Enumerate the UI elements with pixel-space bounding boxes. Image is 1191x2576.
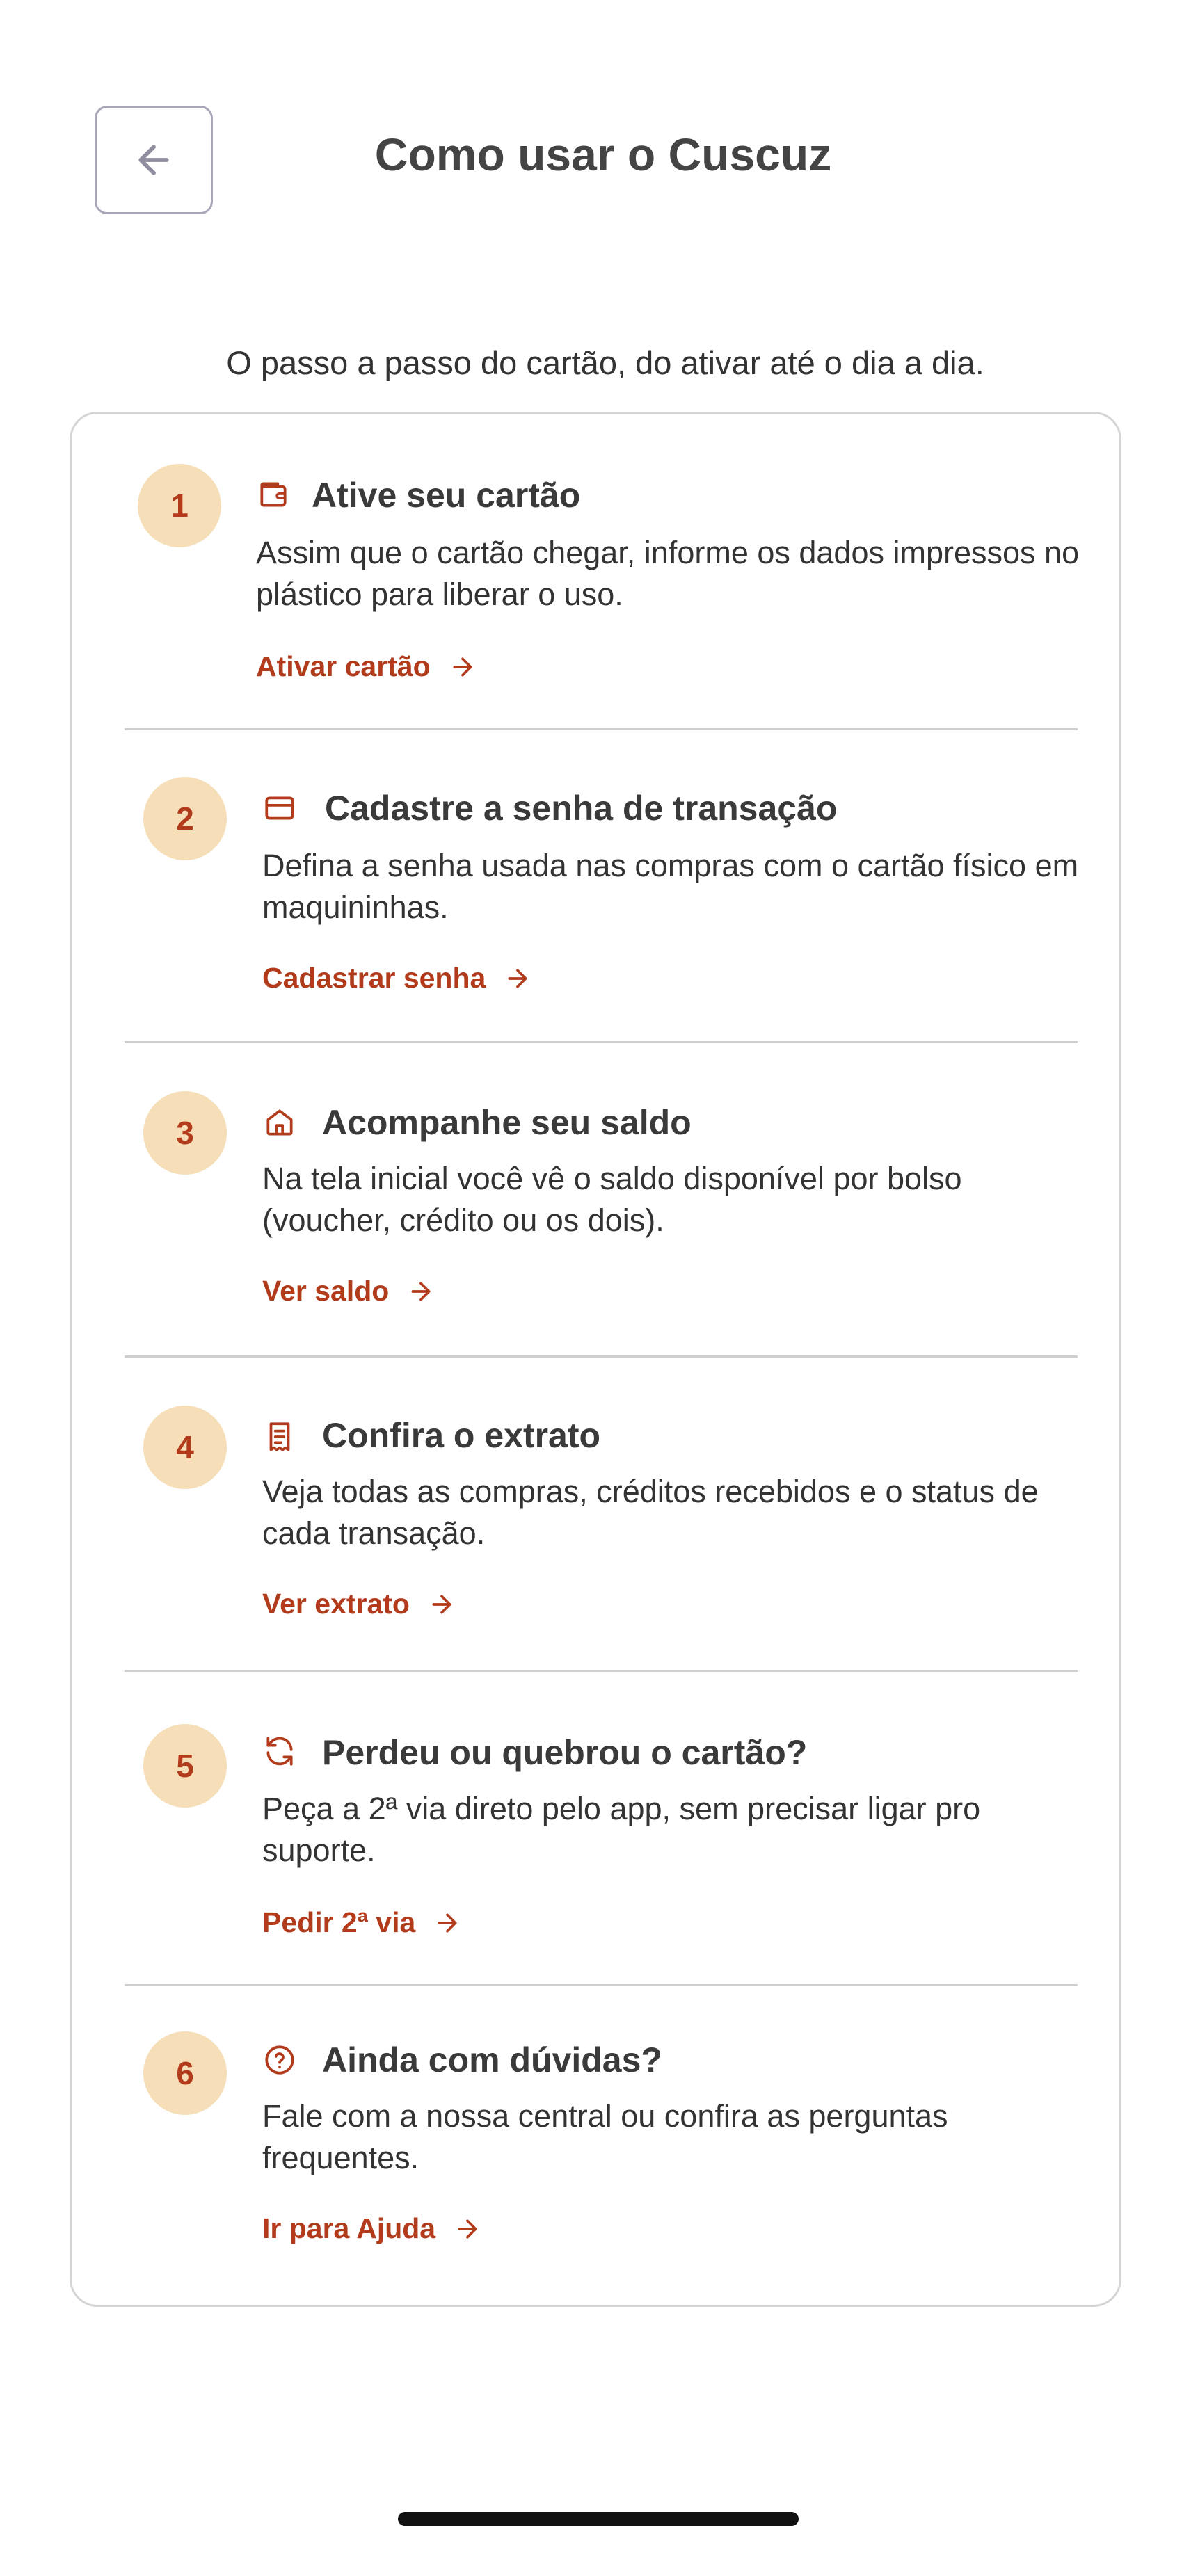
arrow-right-icon xyxy=(454,2215,481,2243)
page-title: Como usar o Cuscuz xyxy=(374,129,832,180)
home-indicator[interactable] xyxy=(398,2512,799,2526)
step-title: Confira o extrato xyxy=(322,1416,601,1455)
link-label: Ver extrato xyxy=(262,1588,410,1620)
link-label: Cadastrar senha xyxy=(262,962,486,994)
step-description: Defina a senha usada nas compras com o cartão físico em maquininhas. xyxy=(262,848,1079,925)
activate-card-link[interactable] xyxy=(256,650,477,683)
divider xyxy=(125,1041,1078,1043)
divider xyxy=(125,1670,1078,1672)
step-title: Perdeu ou quebrou o cartão? xyxy=(322,1733,808,1772)
home-icon xyxy=(262,1105,297,1140)
step-number-badge: 1 xyxy=(138,464,221,547)
view-balance-link[interactable] xyxy=(262,1275,435,1307)
step-description: Peça a 2ª via direto pelo app, sem precisar ligar pro suporte. xyxy=(262,1791,981,1868)
go-to-help-link[interactable] xyxy=(262,2212,481,2245)
view-statement-link[interactable] xyxy=(262,1588,456,1620)
step-title: Ainda com dúvidas? xyxy=(322,2040,662,2079)
step-number-badge: 5 xyxy=(143,1724,227,1808)
steps-card xyxy=(70,412,1121,2307)
link-label: Pedir 2ª via xyxy=(262,1906,416,1938)
step-title: Cadastre a senha de transação xyxy=(325,789,838,828)
divider xyxy=(125,1984,1078,1986)
divider xyxy=(125,728,1078,730)
step-number-badge: 2 xyxy=(143,777,227,860)
wallet-icon xyxy=(256,478,291,513)
step-title: Ative seu cartão xyxy=(312,476,581,515)
step-description: Na tela inicial você vê o saldo disponível por bolso (voucher, crédito ou os dois). xyxy=(262,1161,962,1238)
credit-card-icon xyxy=(262,791,297,826)
step-title: Acompanhe seu saldo xyxy=(322,1103,692,1142)
step-number-badge: 4 xyxy=(143,1406,227,1489)
receipt-icon xyxy=(262,1419,297,1454)
link-label: Ver saldo xyxy=(262,1275,390,1307)
arrow-right-icon xyxy=(407,1278,435,1305)
step-number-badge: 3 xyxy=(143,1091,227,1175)
step-number-badge: 6 xyxy=(143,2031,227,2115)
arrow-right-icon xyxy=(428,1591,456,1618)
link-label: Ativar cartão xyxy=(256,650,431,682)
refresh-icon xyxy=(262,1734,297,1769)
arrow-right-icon xyxy=(449,653,477,681)
arrow-right-icon xyxy=(433,1909,461,1937)
divider xyxy=(125,1355,1078,1358)
link-label: Ir para Ajuda xyxy=(262,2212,436,2244)
page-subtitle: O passo a passo do cartão, do ativar até o dia a dia. xyxy=(226,344,984,381)
arrow-right-icon xyxy=(504,965,531,992)
step-description: Veja todas as compras, créditos recebidos e o status de cada transação. xyxy=(262,1474,1039,1551)
help-circle-icon xyxy=(262,2043,297,2077)
step-description: Fale com a nossa central ou confira as perguntas frequentes. xyxy=(262,2098,948,2175)
set-password-link[interactable] xyxy=(262,962,531,995)
step-description: Assim que o cartão chegar, informe os dados impressos no plástico para liberar o uso. xyxy=(256,535,1080,612)
request-replacement-link[interactable] xyxy=(262,1906,461,1939)
